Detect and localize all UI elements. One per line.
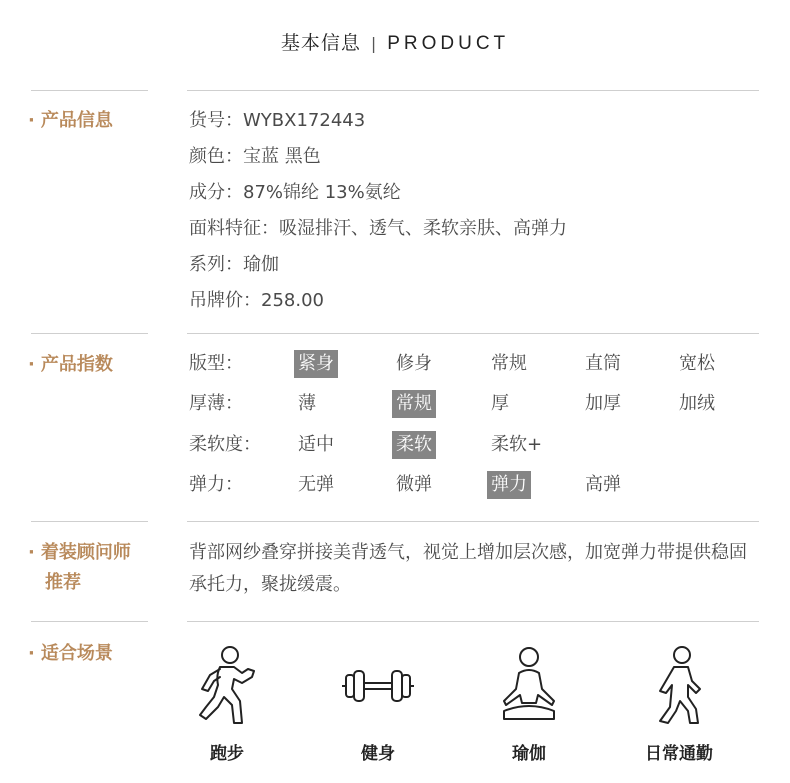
divider-right <box>187 90 759 91</box>
index-option: 高弹 <box>585 474 621 495</box>
bullet-dot: · <box>28 354 35 375</box>
page-header <box>0 28 790 55</box>
index-option: 直筒 <box>585 353 621 374</box>
scene-commuting <box>624 645 734 764</box>
section-title-text: 产品信息 <box>40 110 113 131</box>
header-separator: | <box>370 34 378 53</box>
index-option-selected: 常规 <box>392 390 436 418</box>
index-row-label: 柔软度： <box>189 434 261 455</box>
index-option: 微弹 <box>396 474 432 495</box>
index-option: 柔软+ <box>491 434 543 455</box>
divider-left <box>31 521 148 522</box>
divider-left <box>31 621 148 622</box>
index-option-selected: 弹力 <box>487 471 531 499</box>
index-option: 加厚 <box>585 393 621 414</box>
index-row-label: 厚薄： <box>189 393 243 414</box>
index-option: 加绒 <box>679 393 715 414</box>
info-row-tag-price: 吊牌价：258.00 <box>189 290 324 311</box>
index-option: 薄 <box>298 393 316 414</box>
scene-label: 日常通勤 <box>645 744 713 764</box>
scene-running <box>172 645 282 764</box>
index-option-selected: 紧身 <box>294 350 338 378</box>
divider-right <box>187 521 759 522</box>
running-icon <box>192 645 262 727</box>
index-option: 修身 <box>396 353 432 374</box>
index-option: 厚 <box>491 393 509 414</box>
walking-icon <box>644 645 714 727</box>
divider-left <box>31 333 148 334</box>
bullet-dot: · <box>28 110 35 131</box>
section-title-advice-line2: 推荐 <box>45 572 81 593</box>
yoga-icon <box>494 645 564 727</box>
scene-yoga <box>474 645 584 764</box>
info-row-series: 系列：瑜伽 <box>189 254 279 275</box>
section-title-product-info <box>28 106 113 136</box>
divider-right <box>187 621 759 622</box>
section-title-text: 着装顾问师 <box>40 542 131 563</box>
info-row-item-number: 货号：WYBX172443 <box>189 110 366 131</box>
scene-fitness <box>323 645 433 764</box>
section-title-advice <box>28 538 131 568</box>
index-option: 适中 <box>298 434 334 455</box>
divider-right <box>187 333 759 334</box>
index-option: 宽松 <box>679 353 715 374</box>
scene-label: 瑜伽 <box>512 744 546 764</box>
section-title-text: 产品指数 <box>40 354 113 375</box>
index-option: 常规 <box>491 353 527 374</box>
section-title-text: 适合场景 <box>40 643 113 664</box>
advice-text: 背部网纱叠穿拼接美背透气，视觉上增加层次感，加宽弹力带提供稳固承托力，聚拢缓震。 <box>189 542 747 595</box>
section-title-scenes <box>28 639 113 669</box>
dumbbell-icon <box>338 645 418 727</box>
scene-label: 健身 <box>361 744 395 764</box>
index-row-label: 弹力： <box>189 474 243 495</box>
section-title-product-index <box>28 350 113 380</box>
info-row-color: 颜色：宝蓝 黑色 <box>189 146 321 167</box>
index-option-selected: 柔软 <box>392 431 436 459</box>
index-row-label: 版型： <box>189 353 243 374</box>
header-title-cn: 基本信息 <box>280 32 361 54</box>
info-row-composition: 成分：87%锦纶 13%氨纶 <box>189 182 401 203</box>
bullet-dot: · <box>28 542 35 563</box>
info-row-fabric-features: 面料特征：吸湿排汗、透气、柔软亲肤、高弹力 <box>189 218 567 239</box>
index-option: 无弹 <box>298 474 334 495</box>
divider-left <box>31 90 148 91</box>
scene-label: 跑步 <box>210 744 244 764</box>
header-title-en: PRODUCT <box>387 33 510 54</box>
bullet-dot: · <box>28 643 35 664</box>
